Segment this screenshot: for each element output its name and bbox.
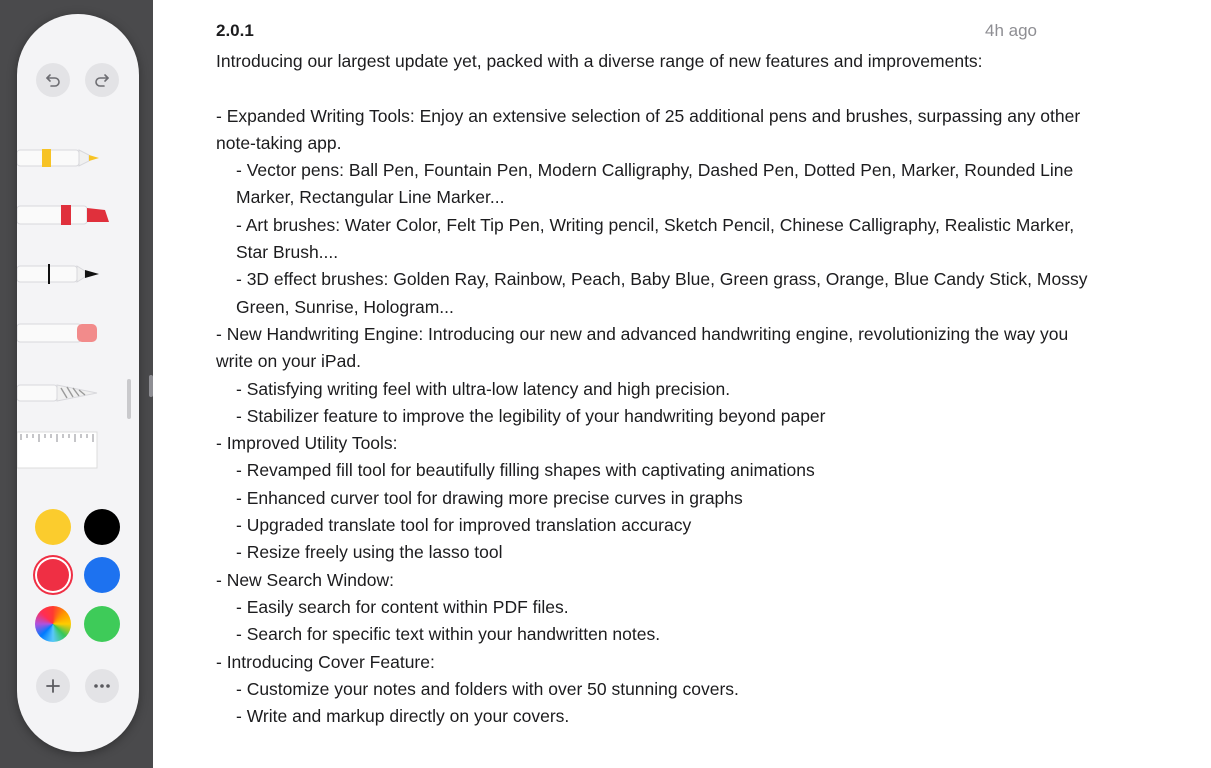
release-note-line: - Search for specific text within your handwritten notes.	[236, 624, 661, 645]
pencil-tool[interactable]	[17, 380, 101, 406]
pen-black-tool[interactable]	[17, 261, 109, 287]
release-note-line: - Introducing Cover Feature:	[216, 651, 435, 672]
release-note-line: - Customize your notes and folders with over 50 stunning covers.	[236, 678, 739, 699]
release-note-line: - 3D effect brushes: Golden Ray, Rainbow, Peach, Baby Blue, Green grass, Orange, Blue Candy Stick, Mossy Green, Sunrise, Hologram...	[236, 269, 1088, 317]
redo-button[interactable]	[85, 63, 119, 97]
swatch-blue[interactable]	[84, 557, 120, 593]
more-button[interactable]	[85, 669, 119, 703]
release-note-line: - Stabilizer feature to improve the legibility of your handwriting beyond paper	[236, 405, 826, 426]
release-note-line: - Easily search for content within PDF files.	[236, 596, 569, 617]
release-note-line: - Write and markup directly on your covers.	[236, 706, 570, 727]
undo-icon	[44, 71, 62, 89]
undo-button[interactable]	[36, 63, 70, 97]
version-label: 2.0.1	[216, 21, 254, 40]
release-note-line: - Upgraded translate tool for improved translation accuracy	[236, 515, 692, 536]
pencil-icon	[17, 380, 101, 406]
release-note-line: - Enhanced curver tool for drawing more precise curves in graphs	[236, 487, 743, 508]
ruler-tool[interactable]	[17, 430, 99, 470]
eraser-tool[interactable]	[17, 320, 99, 346]
release-note-line: - New Handwriting Engine: Introducing our new and advanced handwriting engine, revolutionizing the way you write on your iPad.	[216, 323, 1069, 372]
release-note-line: - New Search Window:	[216, 569, 394, 590]
marker-red-tool[interactable]	[17, 202, 119, 228]
swatch-yellow[interactable]	[35, 509, 71, 545]
release-note-line: - Revamped fill tool for beautifully filling shapes with captivating animations	[236, 460, 815, 481]
plus-icon	[45, 678, 61, 694]
swatch-multicolor[interactable]	[35, 606, 71, 642]
tool-palette	[17, 14, 139, 752]
palette-scroll-handle[interactable]	[127, 379, 131, 419]
marker-icon	[17, 202, 119, 228]
release-note-line: - Improved Utility Tools:	[216, 433, 398, 454]
release-note-line: - Art brushes: Water Color, Felt Tip Pen, Writing pencil, Sketch Pencil, Chinese Calligraphy, Realistic Marker, Star Brush....	[236, 214, 1075, 263]
split-view-handle[interactable]	[149, 375, 153, 397]
timestamp-label: 4h ago	[985, 21, 1037, 40]
release-notes	[216, 48, 1096, 730]
eraser-icon	[17, 320, 99, 346]
pen-icon	[17, 145, 107, 171]
release-note-line: - Resize freely using the lasso tool	[236, 542, 503, 563]
release-note-line: - Expanded Writing Tools: Enjoy an extensive selection of 25 additional pens and brushes, surpassing any other note-taking app.	[216, 105, 1081, 153]
release-note-line: Introducing our largest update yet, packed with a diverse range of new features and improvements:	[216, 51, 983, 71]
release-note-line: - Vector pens: Ball Pen, Fountain Pen, Modern Calligraphy, Dashed Pen, Dotted Pen, Marker, Rounded Line Marker, Rectangular Line Marker...	[236, 160, 1074, 208]
add-button[interactable]	[36, 669, 70, 703]
release-note-line: - Satisfying writing feel with ultra-low latency and high precision.	[236, 378, 731, 399]
ellipsis-icon	[93, 683, 111, 689]
swatch-green[interactable]	[84, 606, 120, 642]
pen-yellow-tool[interactable]	[17, 145, 107, 171]
ruler-icon	[17, 430, 99, 470]
release-note-line	[216, 75, 1096, 102]
fineliner-icon	[17, 261, 109, 287]
redo-icon	[93, 71, 111, 89]
swatch-black[interactable]	[84, 509, 120, 545]
swatch-red[interactable]	[35, 557, 71, 593]
